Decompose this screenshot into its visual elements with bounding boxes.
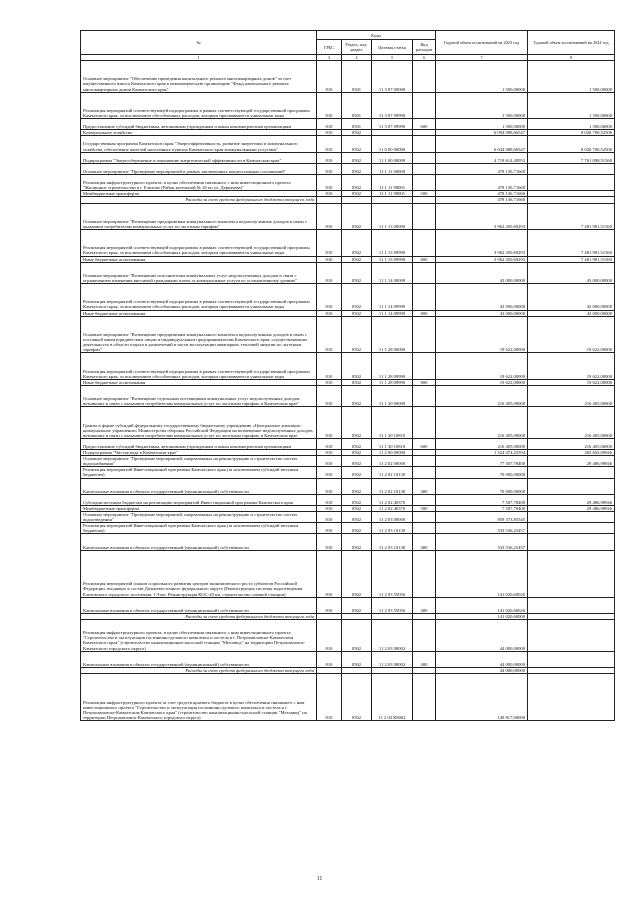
table-row — [81, 512, 615, 523]
razdel-cell: 0502 — [342, 353, 372, 380]
amount-2024-cell: 19 622,00000 — [528, 316, 615, 353]
index-cell: 8 — [528, 55, 615, 61]
grbs-cell: 810 — [317, 316, 342, 353]
grbs-cell: 810 — [317, 467, 342, 478]
row-name-cell: Реализация мероприятий соответствующей подпрограммы в рамках соответствующей государственной программы Камчатского края, за исключением обособленных расходов, которым присваиваются уникальные коды — [81, 92, 317, 119]
row-name-cell: Основное мероприятие "Проведение мероприятий, направленных на реконструкцию и строительство систем водоотведения" — [81, 512, 317, 523]
amount-2023-cell: 3 962 450,69293 — [436, 203, 528, 230]
amount-2023-cell: 6 044 088,66547 — [436, 136, 528, 152]
amount-2023-cell: 1 500,00000 — [436, 119, 528, 130]
amount-2024-cell — [528, 674, 615, 721]
amount-2023-cell: 533 536,25457 — [436, 534, 528, 550]
amount-2024-cell: 1 500,00000 — [528, 119, 615, 130]
amount-2024-cell — [528, 523, 615, 534]
row-name-cell: Реализация инфраструктурного проекта за счет средств краевого бюджета в целях обеспечения связанного с ним инвестиционного проекта "Строительство и эксплуатация гостинично-делового комплекса и хостела в г. Петропавловске-Камчатском Камчатского края" (строительство канализационно-насосной станции "Мехзавод" на территории Петропавловск-Камчатского городского округа) — [81, 674, 317, 721]
col-header-number: № — [81, 31, 317, 55]
expense-type-cell: 400 — [413, 597, 436, 613]
amount-2024-cell — [528, 512, 615, 523]
razdel-cell: 0501 — [342, 119, 372, 130]
col-header-target-article: Целевая статья — [372, 40, 413, 55]
index-cell: 3 — [317, 55, 342, 61]
grbs-cell: 810 — [317, 379, 342, 385]
expense-type-cell — [413, 203, 436, 230]
amount-2023-cell: 77 507,78400 — [436, 456, 528, 467]
expense-type-cell: 600 — [413, 438, 436, 449]
row-name-cell: Основное мероприятие "Проведение мероприятий, направленных на реконструкцию и строительство систем водоснабжения" — [81, 456, 317, 467]
table-row — [81, 61, 615, 93]
amount-2024-cell: 8 026 700,52506 — [528, 136, 615, 152]
expense-type-cell — [413, 674, 436, 721]
row-name-cell: Межбюджетные трансферты — [81, 191, 317, 197]
razdel-cell: 0502 — [342, 262, 372, 283]
amount-2023-cell: 43 000,00000 — [436, 262, 528, 283]
row-name-cell: Подпрограмма "Чистая вода в Камчатском крае" — [81, 450, 317, 456]
row-name-cell: Иные бюджетные ассигнования — [81, 379, 317, 385]
grbs-cell: 810 — [317, 230, 342, 257]
amount-2023-cell: 7 507,78400 — [436, 494, 528, 505]
target-article-cell: 11 1 28 09990 — [372, 353, 413, 380]
razdel-cell: 0502 — [342, 478, 372, 494]
expense-type-cell: 400 — [413, 478, 436, 494]
expense-type-cell — [413, 456, 436, 467]
amount-2024-cell — [528, 651, 615, 667]
row-name-cell: Основное мероприятие "Возмещение предприятиям коммунального комплекса недополученных доходов в связи с поставкой иным юридическим лицам и индивидуальным предпринимателям Камчатского края, осуществляющим деятельность в области отдыха и развлечений в части эксплуатации аквапарков, тепловой энергии по льготным тарифам" — [81, 316, 317, 353]
amount-2023-cell: 44 000,00000 — [436, 651, 528, 667]
razdel-cell: 0502 — [342, 550, 372, 597]
target-article-cell: 11 0 00 00000 — [372, 136, 413, 152]
row-name-cell: Реализация мероприятий соответствующей подпрограммы в рамках соответствующей государственной программы Камчатского края, за исключением обособленных расходов, которым присваиваются уникальные коды — [81, 353, 317, 380]
amount-2023-cell: 70 000,00000 — [436, 467, 528, 478]
amount-2023-cell: 44 000,00000 — [436, 620, 528, 652]
expense-type-cell — [413, 316, 436, 353]
table-row — [81, 152, 615, 163]
razdel-cell: 0502 — [342, 494, 372, 505]
expense-type-cell: 800 — [413, 379, 436, 385]
index-cell: 5 — [372, 55, 413, 61]
expense-type-cell — [413, 512, 436, 523]
expense-type-cell: 400 — [413, 651, 436, 667]
col-header-grbs: ГРБС — [317, 40, 342, 55]
amount-2023-cell: 216 405,00000 — [436, 385, 528, 406]
row-name-cell: Коммунальное хозяйство — [81, 130, 317, 136]
table-row — [81, 385, 615, 406]
col-header-codes: Коды — [317, 31, 436, 40]
razdel-cell: 0502 — [342, 385, 372, 406]
table-row — [81, 316, 615, 353]
row-name-cell: Основное мероприятие "Обеспечение проведения капитального ремонта многоквартирных домов" за счет имущественного взноса Камчатского края в некоммерческую организацию "Фонд капитального ремонта многоквартирных домов Камчатского края" — [81, 61, 317, 93]
amount-2024-cell: 29 486,98946 — [528, 506, 615, 512]
table-row — [81, 230, 615, 257]
expense-type-cell — [413, 262, 436, 283]
target-article-cell: 11 1 11 00000 — [372, 163, 413, 174]
row-name-cell: Капитальные вложения в объекты государственной (муниципальной) собственности — [81, 478, 317, 494]
budget-table — [80, 30, 615, 721]
grbs-cell: 810 — [317, 353, 342, 380]
row-name-cell: Основное мероприятие "Возмещение исполнителям коммунальных услуг недополученных доходов в связи с ограничением изменения вносимой гражданами платы за коммунальные услуги по установленному уровню" — [81, 262, 317, 283]
amount-2024-cell: 19 622,00000 — [528, 353, 615, 380]
razdel-cell: 0502 — [342, 523, 372, 534]
amount-2024-cell: 1 500,00000 — [528, 92, 615, 119]
amount-2023-cell: 533 536,25457 — [436, 523, 528, 534]
amount-2023-cell: 43 000,00000 — [436, 310, 528, 316]
target-article-cell: 11 2 02 40370 — [372, 506, 413, 512]
amount-2024-cell: 29 486,98946 — [528, 494, 615, 505]
grbs-cell: 810 — [317, 478, 342, 494]
amount-2024-cell — [528, 163, 615, 174]
amount-2024-cell: 43 000,00000 — [528, 310, 615, 316]
amount-2024-cell: 19 622,00000 — [528, 379, 615, 385]
amount-2024-cell — [528, 175, 615, 191]
expense-type-cell: 400 — [413, 534, 436, 550]
grbs-cell: 810 — [317, 119, 342, 130]
table-row — [81, 163, 615, 174]
amount-2024-cell: 7 481 981,51560 — [528, 203, 615, 230]
grbs-cell: 810 — [317, 61, 342, 93]
target-article-cell: 11 2 02 10130 — [372, 467, 413, 478]
amount-2024-cell: 43 000,00000 — [528, 284, 615, 311]
expense-type-cell — [413, 230, 436, 257]
table-row — [81, 674, 615, 721]
razdel-cell: 0502 — [342, 512, 372, 523]
target-article-cell: 11 1 28 00000 — [372, 316, 413, 353]
grbs-cell: 810 — [317, 310, 342, 316]
target-article-cell: 11 1 14 09990 — [372, 284, 413, 311]
amount-2024-cell — [528, 620, 615, 652]
expense-type-cell: 800 — [413, 310, 436, 316]
amount-2024-cell — [528, 550, 615, 597]
amount-2024-cell: 265 602,00946 — [528, 450, 615, 456]
grbs-cell: 810 — [317, 262, 342, 283]
amount-2023-cell: 216 405,00000 — [436, 407, 528, 439]
table-row — [81, 478, 615, 494]
row-name-cell: Реализация мероприятий соответствующей подпрограммы в рамках соответствующей государственной программы Камчатского края, за исключением обособленных расходов, которым присваиваются уникальные коды — [81, 284, 317, 311]
row-name-cell: Субсидии местным бюджетам на реализацию мероприятий Инвестиционной программы Камчатского края — [81, 494, 317, 505]
amount-2024-cell: 216 405,00000 — [528, 438, 615, 449]
index-cell: 7 — [436, 55, 528, 61]
table-row — [81, 620, 615, 652]
expense-type-cell — [413, 353, 436, 380]
grbs-cell: 810 — [317, 284, 342, 311]
razdel-cell: 0502 — [342, 651, 372, 667]
target-article-cell: 11 1 13 09990 — [372, 256, 413, 262]
expense-type-cell — [413, 494, 436, 505]
amount-2023-cell: 6 094 088,66547 — [436, 130, 528, 136]
target-article-cell: 11 1 11 98001 — [372, 175, 413, 191]
amount-2024-cell: 29 486,98946 — [528, 456, 615, 467]
amount-2023-cell: 19 622,00000 — [436, 379, 528, 385]
target-article-cell: 11 2 03 98002 — [372, 620, 413, 652]
table-body — [81, 55, 615, 721]
amount-2024-cell: 43 000,00000 — [528, 262, 615, 283]
target-article-cell: 11 2 03 98002 — [372, 651, 413, 667]
razdel-cell: 0502 — [342, 203, 372, 230]
grbs-cell: 810 — [317, 674, 342, 721]
amount-2023-cell: 70 000,00000 — [436, 478, 528, 494]
table-row — [81, 456, 615, 467]
grbs-cell: 810 — [317, 550, 342, 597]
target-article-cell: 11 2 03 10130 — [372, 523, 413, 534]
grbs-cell: 810 — [317, 523, 342, 534]
razdel-cell: 0502 — [342, 130, 372, 136]
amount-2023-cell: 859 373,85545 — [436, 512, 528, 523]
expense-type-cell — [413, 385, 436, 406]
table-row — [81, 92, 615, 119]
table-row — [81, 407, 615, 439]
amount-2023-cell: 19 622,00000 — [436, 353, 528, 380]
amount-2023-cell: 43 000,00000 — [436, 284, 528, 311]
table-row — [81, 467, 615, 478]
amount-2023-cell: 478 136,71660 — [436, 163, 528, 174]
amount-2024-cell: 7 761 098,51560 — [528, 152, 615, 163]
table-row — [81, 597, 615, 613]
grbs-cell: 810 — [317, 494, 342, 505]
col-header-razdel: Раздел, под-раздел — [342, 40, 372, 55]
target-article-cell: 11 2 03 55056 — [372, 550, 413, 597]
grbs-cell: 810 — [317, 534, 342, 550]
grbs-cell: 810 — [317, 450, 342, 456]
table-row — [81, 353, 615, 380]
amount-2024-cell — [528, 534, 615, 550]
target-article-cell: 11 2 03 К8002 — [372, 674, 413, 721]
grbs-cell: 810 — [317, 152, 342, 163]
expense-type-cell — [413, 620, 436, 652]
razdel-cell: 0502 — [342, 136, 372, 152]
row-name-cell: Основное мероприятие "Проведение мероприятий в рамках заключенных концессионных соглашений" — [81, 163, 317, 174]
razdel-cell: 0502 — [342, 284, 372, 311]
razdel-cell: 0501 — [342, 61, 372, 93]
razdel-cell: 0502 — [342, 256, 372, 262]
razdel-cell: 0502 — [342, 407, 372, 439]
grbs-cell: 810 — [317, 385, 342, 406]
target-article-cell: 11 1 14 00000 — [372, 262, 413, 283]
amount-2024-cell — [528, 478, 615, 494]
target-article-cell: 11 2 03 10130 — [372, 534, 413, 550]
target-article-cell: 11 1 11 98001 — [372, 191, 413, 197]
target-article-cell: 11 1 13 00000 — [372, 203, 413, 230]
grbs-cell: 810 — [317, 651, 342, 667]
target-article-cell: 11 2 02 10130 — [372, 478, 413, 494]
table-row — [81, 438, 615, 449]
expense-type-cell — [413, 550, 436, 597]
grbs-cell: 810 — [317, 136, 342, 152]
razdel-cell: 0502 — [342, 534, 372, 550]
razdel-cell: 0501 — [342, 92, 372, 119]
grbs-cell: 810 — [317, 407, 342, 439]
amount-2023-cell: 478 136,71660 — [436, 191, 528, 197]
target-article-cell: 11 3 07 09990 — [372, 119, 413, 130]
amount-2023-cell: 1 500,00000 — [436, 92, 528, 119]
amount-2024-cell: 7 481 981,51560 — [528, 230, 615, 257]
target-article-cell: 11 1 14 09990 — [372, 310, 413, 316]
amount-2023-cell: 141 020,60000 — [436, 613, 528, 619]
row-name-cell: Предоставление субсидий бюджетным, автономным учреждениям и иным некоммерческим организациям — [81, 119, 317, 130]
razdel-cell: 0502 — [342, 175, 372, 191]
row-name-cell: Реализация мероприятий Инвестиционной программы Камчатского края (за исключением субсидий местным бюджетам) — [81, 467, 317, 478]
expense-type-cell: 800 — [413, 256, 436, 262]
expense-type-cell — [413, 467, 436, 478]
row-name-cell: Межбюджетные трансферты — [81, 506, 317, 512]
amount-2023-cell: 216 405,00000 — [436, 438, 528, 449]
razdel-cell: 0502 — [342, 152, 372, 163]
razdel-cell: 0502 — [342, 506, 372, 512]
amount-2023-cell: 7 507,78400 — [436, 506, 528, 512]
grbs-cell: 810 — [317, 512, 342, 523]
amount-2024-cell: 216 405,00000 — [528, 385, 615, 406]
grbs-cell: 810 — [317, 456, 342, 467]
amount-2023-cell: 141 020,60020 — [436, 597, 528, 613]
razdel-cell: 0502 — [342, 450, 372, 456]
target-article-cell: 11 1 00 00000 — [372, 152, 413, 163]
table-row — [81, 175, 615, 191]
row-name-cell: Реализация мероприятий соответствующей подпрограммы в рамках соответствующей государственной программы Камчатского края, за исключением обособленных расходов, которым присваиваются уникальные коды — [81, 230, 317, 257]
table-row — [81, 262, 615, 283]
target-article-cell: 11 3 07 09990 — [372, 92, 413, 119]
amount-2023-cell: 478 136,71660 — [436, 197, 528, 203]
expense-type-cell: 600 — [413, 119, 436, 130]
target-article-cell: 11 1 13 09990 — [372, 230, 413, 257]
grbs-cell: 810 — [317, 620, 342, 652]
table-row — [81, 494, 615, 505]
target-article-cell: 11 2 00 00000 — [372, 450, 413, 456]
table-row — [81, 284, 615, 311]
row-name-cell: Основное мероприятие "Возмещение отдельным поставщикам коммунальных услуг недополученных доходов, возникших в связи с оказанием потребителям коммунальных услуг по льготным тарифам, в Камчатском крае" — [81, 385, 317, 406]
razdel-cell: 0502 — [342, 310, 372, 316]
amount-2024-cell: 8 026 700,52506 — [528, 130, 615, 136]
razdel-cell: 0502 — [342, 316, 372, 353]
row-name-cell: Расходы за счет средств федерального бюджета текущего года — [81, 667, 317, 673]
table-row — [81, 523, 615, 534]
amount-2023-cell: 1 500,00000 — [436, 61, 528, 93]
amount-2024-cell: 216 405,00000 — [528, 407, 615, 439]
target-article-cell: 11 2 02 40370 — [372, 494, 413, 505]
expense-type-cell — [413, 284, 436, 311]
amount-2024-cell: 1 500,00000 — [528, 61, 615, 93]
grbs-cell: 810 — [317, 597, 342, 613]
amount-2024-cell — [528, 467, 615, 478]
row-name-cell: Капитальные вложения в объекты государственной (муниципальной) собственности — [81, 534, 317, 550]
amount-2024-cell — [528, 597, 615, 613]
razdel-cell: 0502 — [342, 438, 372, 449]
grbs-cell: 810 — [317, 130, 342, 136]
row-name-cell: Предоставление субсидий бюджетным, автономным учреждениям и иным некоммерческим организациям — [81, 438, 317, 449]
row-name-cell: Государственная программа Камчатского края "Энергоэффективность, развитие энергетики и коммунального хозяйства, обеспечение жителей населенных пунктов Камчатского края коммунальными услугами" — [81, 136, 317, 152]
row-name-cell: Расходы за счет средств федерального бюджета текущего года — [81, 197, 317, 203]
row-name-cell: Капитальные вложения в объекты государственной (муниципальной) собственности — [81, 597, 317, 613]
index-cell: 4 — [342, 55, 372, 61]
col-header-2024: Годовой объем ассигнований на 2024 год — [528, 31, 615, 55]
razdel-cell: 0502 — [342, 379, 372, 385]
razdel-cell: 0502 — [342, 163, 372, 174]
amount-2023-cell: 44 000,00000 — [436, 667, 528, 673]
row-name-cell: Реализация мероприятий Инвестиционной программы Камчатского края (за исключением субсидий местным бюджетам) — [81, 523, 317, 534]
amount-2023-cell: 4 719 614,40953 — [436, 152, 528, 163]
grbs-cell: 810 — [317, 438, 342, 449]
amount-2023-cell: 141 020,60020 — [436, 550, 528, 597]
index-cell: 6 — [413, 55, 436, 61]
expense-type-cell: 500 — [413, 506, 436, 512]
target-article-cell: 11 2 03 55056 — [372, 597, 413, 613]
index-cell: 1 — [81, 55, 317, 61]
target-article-cell: 11 2 03 00000 — [372, 512, 413, 523]
razdel-cell: 0502 — [342, 674, 372, 721]
target-article-cell: 11 1 30 10810 — [372, 438, 413, 449]
target-article-cell: 11 1 28 09990 — [372, 379, 413, 385]
amount-2023-cell: 19 622,00000 — [436, 316, 528, 353]
target-article-cell: 11 1 30 00000 — [372, 385, 413, 406]
table-row — [81, 203, 615, 230]
grbs-cell: 810 — [317, 92, 342, 119]
amount-2023-cell: 3 962 450,69293 — [436, 256, 528, 262]
row-name-cell: Иные бюджетные ассигнования — [81, 256, 317, 262]
expense-type-cell: 500 — [413, 191, 436, 197]
amount-2023-cell: 1 324 474,25594 — [436, 450, 528, 456]
razdel-cell: 0502 — [342, 191, 372, 197]
target-article-cell: 11 2 02 00000 — [372, 456, 413, 467]
razdel-cell: 0502 — [342, 620, 372, 652]
row-name-cell: Подпрограмма "Энергосбережение и повышение энергетической эффективности в Камчатском крае" — [81, 152, 317, 163]
row-name-cell: Реализация мероприятий планов социального развития центров экономического роста субъектов Российской Федерации, входящих в состав Дальневосточного федерального округа (Реконструкция системы водоотведения Елизовского городского поселения. I Этап. Реконструкция КОС-28 км, строительство главной станции) — [81, 550, 317, 597]
table-row — [81, 119, 615, 130]
amount-2023-cell: 478 136,71660 — [436, 175, 528, 191]
row-name-cell: Иные бюджетные ассигнования — [81, 310, 317, 316]
expense-type-cell — [413, 152, 436, 163]
grbs-cell: 810 — [317, 191, 342, 197]
grbs-cell: 810 — [317, 506, 342, 512]
grbs-cell: 810 — [317, 203, 342, 230]
amount-2023-cell: 3 962 450,69293 — [436, 230, 528, 257]
budget-sheet — [80, 30, 614, 721]
amount-2023-cell: 140 817,00000 — [436, 674, 528, 721]
expense-type-cell — [413, 163, 436, 174]
row-name-cell: Расходы за счет средств федерального бюджета текущего года — [81, 613, 317, 619]
razdel-cell: 0502 — [342, 230, 372, 257]
row-name-cell: Капитальные вложения в объекты государственной (муниципальной) собственности — [81, 651, 317, 667]
row-name-cell: Основное мероприятие "Возмещение предприятиям коммунального комплекса недополученных доходов в связи с оказанием потребителям коммунальных услуг по льготным тарифам" — [81, 203, 317, 230]
table-row — [81, 136, 615, 152]
col-header-2023: Годовой объем ассигнований на 2023 год — [436, 31, 528, 55]
table-row — [81, 651, 615, 667]
expense-type-cell — [413, 136, 436, 152]
target-article-cell: 11 1 30 10810 — [372, 407, 413, 439]
page-number: 11 — [316, 876, 323, 882]
amount-2024-cell: 7 481 981,51560 — [528, 256, 615, 262]
razdel-cell: 0502 — [342, 597, 372, 613]
expense-type-cell — [413, 523, 436, 534]
expense-type-cell — [413, 407, 436, 439]
row-name-cell: Реализация инфраструктурного проекта, в целях обеспечения связанного с ним инвестиционного проекта "Жилищное строительство в г. Елизово (Район котельной № 20 по ул. Деркачева)" — [81, 175, 317, 191]
grbs-cell: 810 — [317, 175, 342, 191]
razdel-cell: 0502 — [342, 456, 372, 467]
table-row — [81, 534, 615, 550]
expense-type-cell — [413, 92, 436, 119]
row-name-cell: Гранты в форме субсидий федеральному государственному бюджетному учреждению «Центральное жилищно-коммунальное управление» Министерства обороны Российской Федерации на возмещение недополученных доходов, возникших в связи с оказанием потребителям коммунальных услуг по льготным тарифам, в Камчатском крае — [81, 407, 317, 439]
razdel-cell: 0502 — [342, 467, 372, 478]
expense-type-cell — [413, 175, 436, 191]
row-name-cell: Реализация инфраструктурного проекта, в целях обеспечения связанного с ним инвестиционного проекта "Строительство и эксплуатация гостинично-делового комплекса и хостела в г. Петропавловске-Камчатском Камчатского края" (строительство канализационно-насосной станции "Мехзавод" на территории Петропавловск-Камчатского городского округа) — [81, 620, 317, 652]
col-header-expense-type: Вид расходов — [413, 40, 436, 55]
grbs-cell: 810 — [317, 256, 342, 262]
target-article-cell: 11 3 07 00000 — [372, 61, 413, 93]
expense-type-cell — [413, 61, 436, 93]
grbs-cell: 810 — [317, 163, 342, 174]
table-row — [81, 550, 615, 597]
